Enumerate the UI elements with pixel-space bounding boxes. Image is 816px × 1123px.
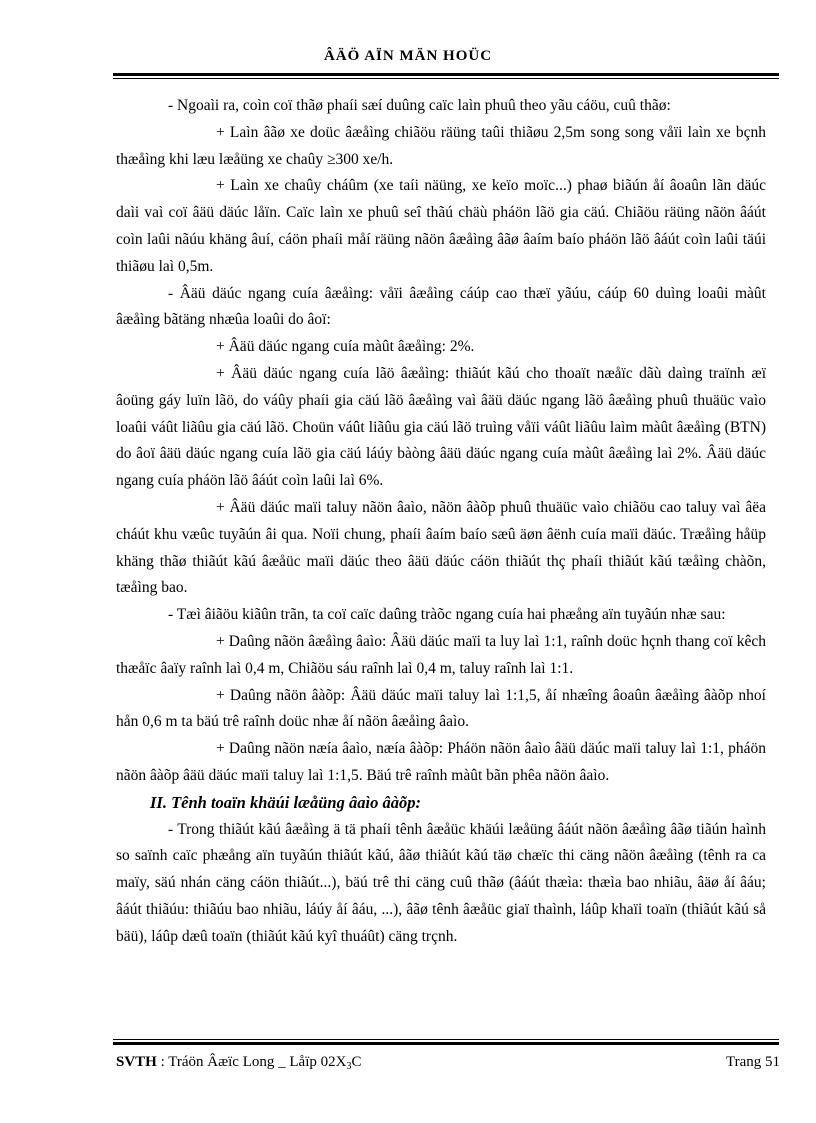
page-number: Trang 51 — [725, 1054, 780, 1070]
class-suffix: C — [351, 1054, 362, 1070]
footer-student-info — [116, 1054, 361, 1071]
paragraph-embankment-slope: + Âäü däúc maïi taluy nãön âaìo, nãön âàõp phuû thuäüc vaìo chiãöu cao taluy vaì âëa cháút khu væûc tuyãún âi qua. Noïi chung, phaíi âaím baío sæû äøn âënh cuía maïi däúc. Træåìng håüp khäng thãø thiãút kãú âæåüc maïi däúc theo âäü däúc cáön thiãút thç phaíi thiãút kãú tæåìng chàõn, tæåìng bao. — [116, 498, 766, 597]
paragraph-lane-intro: - Ngoaìi ra, coìn coï thãø phaíi sæí duûng caïc laìn phuû theo yãu cáöu, cuû thãø: — [168, 97, 671, 114]
header-rule-thin — [113, 78, 779, 79]
footer-rule-thin — [113, 1039, 779, 1040]
paragraph-slow-lane: + Laìn xe chaûy cháûm (xe taíi näüng, xe keïo moïc...) phaø biãún åí âoaûn lãn däúc daìi vaì coï âäü däúc låïn. Caïc laìn xe phuû seî thãú chäù pháön lãö gia cäú. Chiãöu räüng nãön âáút coìn laûi nãúu khäng âuí, cáön phaíi måí räüng nãön âæåìng âãø âaím baío pháön lãö âáút coìn laûi täúi thiãøu laì 0,5m. — [116, 177, 766, 275]
paragraph-pavement-slope: + Âäü däúc ngang cuía màût âæåìng: 2%. — [216, 338, 475, 356]
document-body — [116, 93, 766, 951]
paragraph-cross-section-types: - Tæì âiãöu kiãûn trãn, ta coï caïc daûng tràõc ngang cuía hai phæång aïn tuyãún nhæ sau: — [168, 606, 726, 624]
document-title: ÂÄÖ AÏN MÄN HOÜC — [323, 48, 493, 64]
paragraph-parking-lane: + Laìn âãø xe doüc âæåìng chiãöu räüng taûi thiãøu 2,5m song song våïi laìn xe bçnh thæåìng khi læu læåüng xe chaûy ≥300 xe/h. — [116, 123, 766, 168]
paragraph-fill-section: + Daûng nãön âàõp: Âäü däúc maïi taluy laì 1:1,5, åí nhæîng âoaûn âæåìng âàõp nhoí hån 0,6 m ta bäú trê raînh doüc nhæ åí nãön âæåìng âaìo. — [116, 686, 766, 731]
svth-label: SVTH — [116, 1054, 157, 1070]
paragraph-shoulder-slope: + Âäü däúc ngang cuía lãö âæåìng: thiãút kãú cho thoaït næåïc dãù daìng traïnh æï âoüng gáy luïn lãö, do váûy phaíi gia cäú lãö âæåìng vaì âäü däúc ngang lãö âæåìng phuû thuäüc vaìo loaûi váût liãûu gia cäú lãö. Choün váût liãûu gia cäú lãö truìng våïi váût liãûu laìm màût âæåìng (BTN) do âoï âäü däúc ngang cuía lãö gia cäú láúy bàòng âäü däúc ngang cuía màût âæåìng laì 2%. Âäü däúc ngang cuía pháön lãö âáút coìn laûi laì 6%. — [116, 364, 766, 490]
paragraph-earthwork: - Trong thiãút kãú âæåìng ä tä phaíi tênh âæåüc khäúi læåüng âáút nãön âæåìng âãø tiãún haình so saïnh caïc phæång aïn tuyãún thiãút kãú, âãø thiãút kãú täø chæïc thi cäng nãön âæåìng (tênh ra ca maïy, säú nhán cäng cáön thiãút...), bäú trê thi cäng cuû thãø (âáút thæìa: thæìa bao nhiãu, âäø åí âáu; âáút thiãúu: thiãúu bao nhiãu, láúy åí âáu, ...), âãø tênh âæåüc giaï thaình, láûp khaïi toaïn (thiãút kãú så bäü), láûp dæû toaïn (thiãút kãú kyî thuáût) cäng trçnh. — [116, 820, 766, 945]
footer-rule-thick — [113, 1042, 779, 1045]
paragraph-cross-slope: - Âäü däúc ngang cuía âæåìng: våïi âæåìng cáúp cao thæï yãúu, cáúp 60 duìng loaûi màût âæåìng bãtäng nhæûa loaûi do âoï: — [116, 284, 766, 329]
class-subscript: 3 — [346, 1061, 352, 1072]
student-name: : Tráön Âæïc Long _ Låïp 02X — [156, 1054, 347, 1070]
paragraph-cut-section: + Daûng nãön âæåìng âaìo: Âäü däúc maïi ta luy laì 1:1, raînh doüc hçnh thang coï kêch thæåïc âaïy raînh laì 0,4 m, Chiãöu sáu raînh laì 0,4 m, taluy raînh laì 1:1. — [116, 632, 766, 677]
paragraph-mixed-section: + Daûng nãön næía âaìo, næía âàõp: Pháön nãön âaìo âäü däúc maïi taluy laì 1:1, pháön nãön âàõp âäü däúc maïi taluy laì 1:1,5. Bäú trê raînh màût bãn phêa nãön âaìo. — [116, 740, 766, 784]
section-heading: II. Tênh toaïn khäúi læåüng âaìo âàõp: — [150, 792, 421, 812]
header-rule-thick — [113, 73, 779, 76]
